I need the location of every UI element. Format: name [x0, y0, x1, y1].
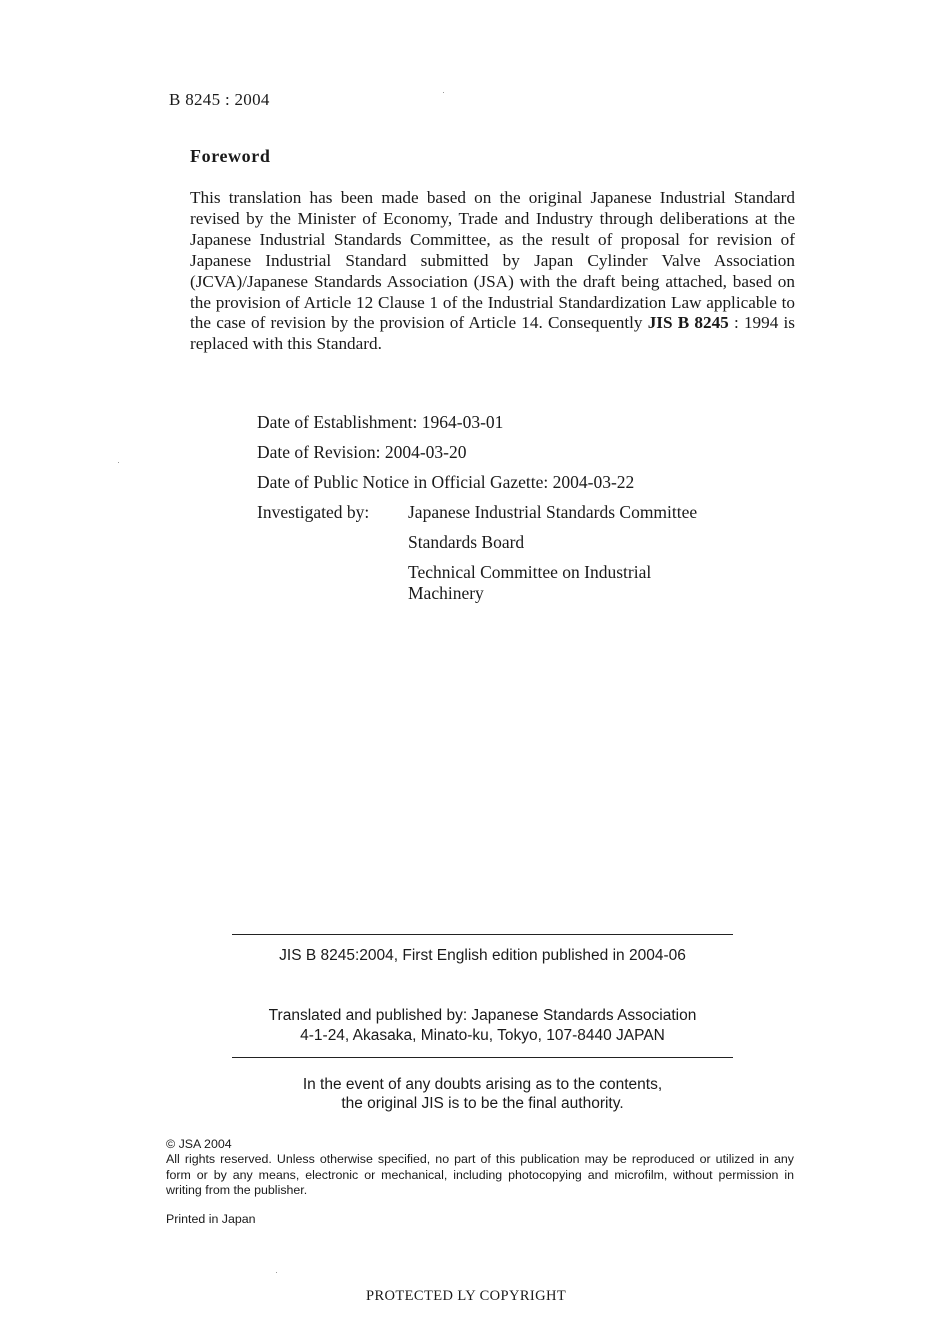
- investigated-by-label: Investigated by:: [257, 502, 370, 522]
- publisher-info: [232, 1006, 733, 1045]
- technical-committee: Technical Committee on Industrial Machinery: [408, 562, 652, 603]
- edition-statement: JIS B 8245:2004, First English edition published in 2004-06: [279, 947, 686, 964]
- protected-footer: PROTECTED LY COPYRIGHT: [366, 1288, 567, 1304]
- foreword-standard-ref: JIS B 8245: [647, 313, 729, 333]
- scan-speck: [276, 1272, 277, 1273]
- scan-speck: [443, 92, 444, 93]
- standard-code: B 8245 : 2004: [169, 90, 270, 109]
- standards-board: Standards Board: [408, 532, 525, 552]
- date-of-establishment: Date of Establishment: 1964-03-01: [257, 412, 504, 432]
- copyright-block: [166, 1137, 794, 1199]
- investigating-committee: Japanese Industrial Standards Committee: [408, 502, 698, 522]
- printed-in: Printed in Japan: [166, 1212, 256, 1226]
- date-of-public-notice: Date of Public Notice in Official Gazette: 2004-03-22: [257, 472, 635, 492]
- rights-statement: All rights reserved. Unless otherwise specified, no part of this publication may be reproduced or utilized in any form or by any means, electronic or mechanical, including photocopying and microfilm, without permission in writing from the publisher.: [166, 1152, 794, 1198]
- publisher-address: 4-1-24, Akasaka, Minato-ku, Tokyo, 107-8440 JAPAN: [300, 1026, 665, 1044]
- foreword-text-part2: : 1994 is replaced with this Standard.: [190, 313, 795, 354]
- date-of-revision: Date of Revision: 2004-03-20: [257, 442, 467, 462]
- authority-notice: [232, 1075, 733, 1113]
- authority-notice-line-1: In the event of any doubts arising as to the contents,: [302, 1076, 663, 1093]
- authority-notice-line-2: the original JIS is to be the final authority.: [341, 1095, 624, 1112]
- foreword-title: Foreword: [190, 146, 271, 166]
- divider-top: [232, 934, 733, 935]
- divider-bottom: [232, 1057, 733, 1058]
- publisher-line-1: Translated and published by: Japanese Standards Association: [268, 1007, 697, 1024]
- foreword-body: [190, 188, 795, 355]
- scan-speck: [118, 462, 119, 463]
- foreword-text-part1: This translation has been made based on the original Japanese Industrial Standard revised by the Minister of Economy, Trade and Industry through deliberations at the Japanese Industrial Standards Committee, as the result of proposal for revision of Japanese Industrial Standard submitted by Japan Cylinder Valve Association (JCVA)/Japanese Standards Association (JSA) with the draft being attached, based on the provision of Article 12 Clause 1 of the Industrial Standardization Law applicable to the case of revision by the provision of Article 14. Consequently: [190, 188, 795, 333]
- copyright-owner: © JSA 2004: [166, 1137, 232, 1151]
